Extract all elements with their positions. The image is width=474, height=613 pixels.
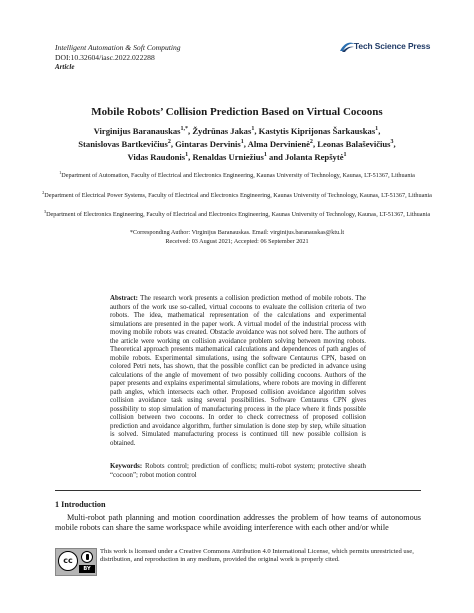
- author-sup: 1: [240, 139, 244, 146]
- author-sup: 1: [185, 152, 189, 159]
- affiliation-num: 3: [43, 208, 47, 214]
- abstract-label: Abstract:: [110, 295, 138, 302]
- abstract-text: The research work presents a collision prediction method of mobile robots. The authors of the work use so-called, virtual cocoons to evaluate the collision criteria of two robots. The idea, mathematical representation of the calculations and experimental simulations are presented in the paper work. A virtual model of the industrial process with moving mobile robots was created. Obstacle avoidance was not solved here. The authors of the article were working on collision avoidance problem solving between moving robots. Theoretical approach presents mathematical calculations and dependences of path angles of mobile robots. Experimental simulations, using the software Centaurus CPN, based on colored Petri nets, has shown, that the possible conflict can be predicted in advance using calculations of the angle of movement of two possibly colliding cocoons. Authors of the paper presents and explains experimental simulations, where robots are moving in different path angles, which intersects each other. Proposed collision avoidance algorithm solves collision avoidance task using several possibilities. Software Centaurus CPN gives possibility to stop simulation of manufacturing process in the place where it finds possible collision between two cocoons. In order to check correctness of proposed collision prediction and avoidance algorithm, further simulation is done step by step, while situation is solved. Simulated manufacturing process is continued till new possible collision is obtained.: [110, 295, 366, 447]
- affiliation-text: Department of Electronics Engineering, Faculty of Electrical and Electronics Engineering, Kaunas University of Technology, Kaunas, LT-51367, Lithuania: [46, 211, 431, 218]
- author-name: Jolanta Repšytė: [285, 152, 344, 162]
- paper-title: Mobile Robots’ Collision Prediction Based on Virtual Cocoons: [91, 106, 383, 118]
- affiliation-2: [30, 189, 444, 200]
- author-sup: 1: [375, 126, 379, 133]
- received-accepted-dates: Received: 03 August 2021; Accepted: 06 September 2021: [165, 238, 309, 245]
- author-name: Gintaras Dervinis: [175, 139, 241, 149]
- author-sup: 1,*: [180, 126, 189, 133]
- cc-circle-icon: cc: [58, 551, 78, 571]
- author-list: [30, 125, 444, 164]
- author-sup: 2: [167, 139, 171, 146]
- author-name: Kastytis Kiprijonas Šarkauskas: [258, 126, 376, 136]
- license-text: This work is licensed under a Creative Commons Attribution 4.0 International License, which permits unrestricted use, distribution, and reproduction in any medium, provided the original work is properly cited.: [100, 548, 414, 564]
- publisher-logo: [338, 40, 438, 54]
- section-divider: [55, 490, 421, 491]
- intro-paragraph: Multi-robot path planning and motion coordination addresses the problem of how teams of autonomous mobile robots can share the same workspace while avoiding interference with each other and/or while: [55, 513, 421, 533]
- creative-commons-by-icon: [55, 548, 97, 576]
- abstract: [110, 295, 366, 448]
- author-name: Renaldas Urniežius: [192, 152, 264, 162]
- author-name: Leonas Balaševičius: [317, 139, 391, 149]
- keywords-label: Keywords:: [110, 463, 143, 470]
- attribution-person-icon: [81, 551, 93, 563]
- author-name: Stanislovas Bartkevičius: [78, 139, 168, 149]
- section-heading: 1 Introduction: [55, 500, 106, 509]
- affiliation-num: 2: [42, 189, 45, 195]
- article-type: Article: [55, 63, 75, 71]
- author-name: Vidas Raudonis: [127, 152, 186, 162]
- doi: DOI:10.32604/iasc.2022.022288: [55, 53, 155, 62]
- author-name: Žydrūnas Jakas: [192, 126, 252, 136]
- keywords: [110, 463, 366, 480]
- keywords-text: Robots control; prediction of conflicts; multi-robot system; protective sheath “cocoon”; robot motion control: [110, 463, 366, 479]
- author-line-1: Virginijus Baranauskas$^{1,*}$, Žydrūnas Jakas$^1$, Kastytis Kiprijonas Šarkauskas$^1$,: [93, 126, 381, 136]
- author-sup: 1: [343, 152, 347, 159]
- author-sup: 1: [263, 152, 267, 159]
- publisher-name: Tech Science Press: [354, 41, 431, 51]
- author-sup: 3: [390, 139, 394, 146]
- affiliation-1: [30, 169, 444, 180]
- affiliation-3: [30, 208, 444, 219]
- author-name: Alma Dervinienė: [247, 139, 310, 149]
- corresponding-author: *Corresponding Author: Virginijus Baranauskas. Email: virginijus.baranauskas@ktu.lt: [129, 229, 345, 236]
- affiliation-text: Department of Electrical Power Systems, Faculty of Electrical and Electronics Engineering, Kaunas University of Technology, Kaunas, LT-51367, Lithuania: [44, 192, 432, 199]
- affiliation-text: Department of Automation, Faculty of Electrical and Electronics Engineering, Kaunas University of Technology, Kaunas, LT-51367, Lithuania: [61, 172, 415, 179]
- author-line-3: Vidas Raudonis$^1$, Renaldas Urniežius$^1$ and Jolanta Repšytė$^1$: [127, 152, 347, 162]
- author-sup: 1: [251, 126, 255, 133]
- by-badge: BY: [79, 565, 95, 573]
- author-name: Virginijus Baranauskas: [93, 126, 181, 136]
- author-sup: 2: [309, 139, 313, 146]
- journal-name: Intelligent Automation & Soft Computing: [55, 43, 181, 52]
- affiliation-num: 1: [59, 169, 62, 175]
- author-line-2: Stanislovas Bartkevičius$^2$, Gintaras Dervinis$^1$, Alma Dervinienė$^2$, Leonas Balaševičius$^3$,: [78, 139, 396, 149]
- and-word: and: [269, 152, 283, 162]
